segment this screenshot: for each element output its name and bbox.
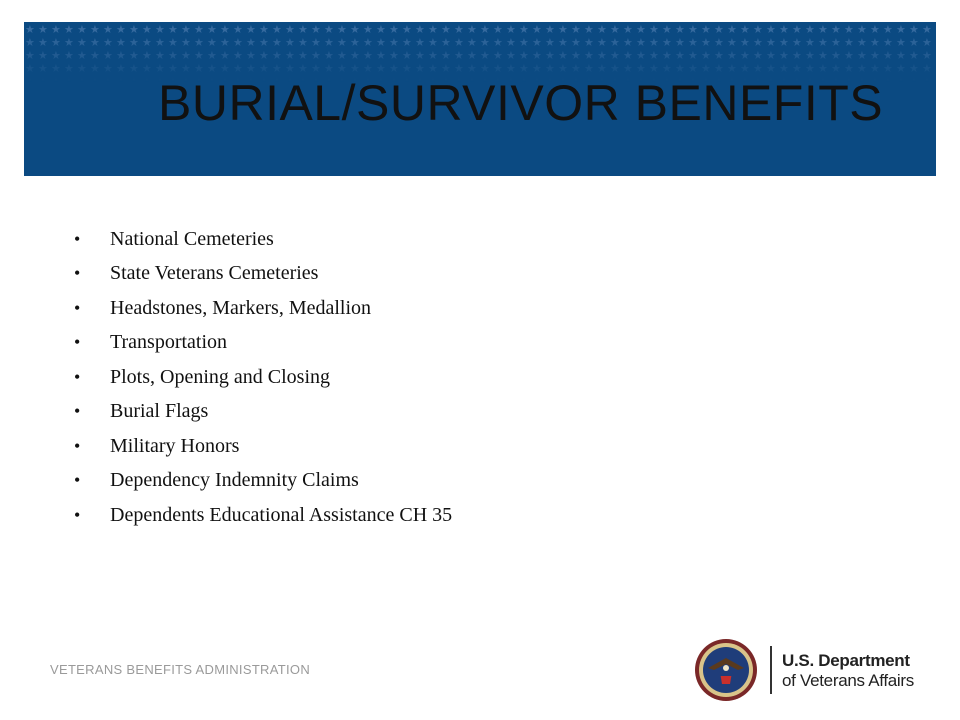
va-seal-icon [694,638,758,702]
list-item-text: Burial Flags [110,400,209,423]
title-banner [24,22,936,176]
footer-organization: VETERANS BENEFITS ADMINISTRATION [50,662,311,677]
slide-title: BURIAL/SURVIVOR BENEFITS [158,75,884,131]
list-item [74,291,452,326]
list-item [74,395,452,430]
bullet-icon: • [74,435,81,456]
bullet-icon: • [74,366,81,387]
list-item [74,464,452,499]
list-item [74,257,452,292]
bullet-icon: • [74,332,81,353]
benefits-list [74,222,452,533]
list-item-text: Plots, Opening and Closing [110,365,331,388]
logo-divider [770,646,772,694]
list-item [74,498,452,533]
list-item [74,222,452,257]
list-item-text: Dependents Educational Assistance CH 35 [110,503,453,526]
department-name-line-2: of Veterans Affairs [782,671,914,690]
star-pattern-icon [24,22,936,82]
list-item [74,429,452,464]
bullet-icon: • [74,228,81,249]
list-item [74,326,452,361]
list-item-text: State Veterans Cemeteries [110,262,319,285]
list-item [74,360,452,395]
list-item-text: Transportation [110,331,228,354]
department-name-line-1: U.S. Department [782,651,910,670]
list-item-text: Military Honors [110,434,240,457]
list-item-text: National Cemeteries [110,227,274,250]
list-item-text: Headstones, Markers, Medallion [110,296,372,319]
list-item-text: Dependency Indemnity Claims [110,469,359,492]
bullet-icon: • [74,297,81,318]
bullet-icon: • [74,401,81,422]
bullet-icon: • [74,263,81,284]
bullet-icon: • [74,504,81,525]
bullet-icon: • [74,470,81,491]
